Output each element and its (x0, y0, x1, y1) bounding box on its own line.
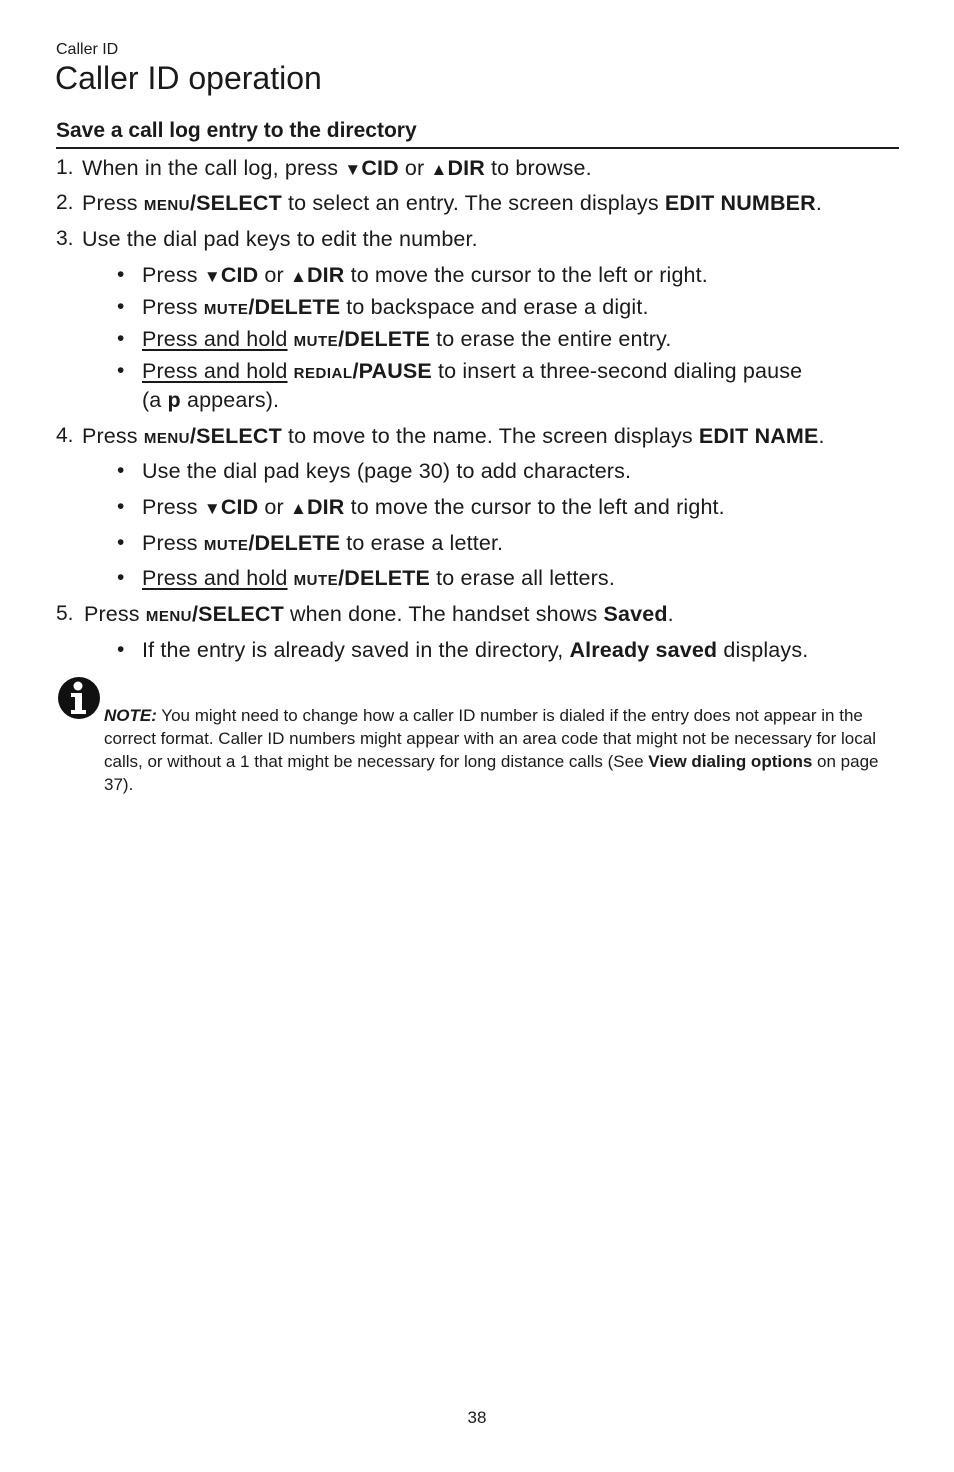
text-segment: when done. The handset shows (283, 602, 604, 626)
step-item (82, 227, 478, 252)
text-segment: MENU (143, 430, 191, 447)
text-segment: or (258, 263, 290, 287)
text-segment: to select an entry. The screen displays (281, 191, 665, 215)
bullet-item (142, 359, 802, 384)
text-segment: appears). (180, 388, 280, 412)
bullet-item (142, 327, 671, 352)
text-segment: /SELECT (190, 424, 282, 448)
text-segment: to backspace and erase a digit. (340, 295, 649, 319)
text-segment: DIR (306, 495, 345, 519)
bullet: • (117, 495, 125, 518)
text-segment: DIR (306, 263, 345, 287)
text-segment: CID (220, 263, 259, 287)
text-segment: Press (82, 191, 144, 215)
bullet: • (117, 638, 125, 661)
text-segment: /DELETE (338, 327, 430, 351)
text-segment: Press (142, 495, 204, 519)
text-segment: DIR (447, 156, 485, 180)
text-segment: . (818, 424, 825, 448)
bullet-item (142, 295, 649, 320)
bullet-item (142, 263, 708, 288)
text-segment: Press (142, 295, 204, 319)
text-segment: CID (361, 156, 399, 180)
text-segment: EDIT NAME (698, 424, 819, 448)
step-number: 4. (56, 424, 74, 447)
text-segment: /SELECT (192, 602, 284, 626)
text-segment: Press and hold (142, 566, 288, 590)
step-number: 1. (56, 156, 74, 179)
text-segment: MUTE (203, 537, 249, 554)
bullet-item (142, 495, 725, 520)
text-segment: Press (142, 263, 204, 287)
text-segment: Press and hold (142, 327, 288, 351)
text-segment: displays. (717, 638, 809, 662)
bullet-item (142, 531, 503, 556)
text-segment: to erase all letters. (430, 566, 615, 590)
text-segment: REDIAL (293, 365, 353, 382)
text-segment: Press (82, 424, 144, 448)
step-item (82, 156, 592, 181)
page-number: 38 (467, 1408, 487, 1427)
text-segment: on page 37). (104, 752, 879, 794)
text-segment: CID (220, 495, 259, 519)
step-item (82, 191, 822, 216)
text-segment: Press (142, 531, 204, 555)
step-item (82, 424, 825, 449)
text-segment: to erase a letter. (340, 531, 504, 555)
text-segment: EDIT NUMBER (664, 191, 816, 215)
text-segment: p (167, 388, 181, 412)
text-segment: Press (84, 602, 146, 626)
text-segment: /DELETE (338, 566, 430, 590)
text-segment: Use the dial pad keys to edit the number. (82, 227, 478, 251)
bullet: • (117, 295, 125, 318)
info-icon (57, 676, 101, 720)
text-segment: to move the cursor to the left or right. (344, 263, 708, 287)
triangle-up-icon: ▲ (430, 160, 448, 179)
text-segment: If the entry is already saved in the directory, (142, 638, 570, 662)
text-segment: . (815, 191, 822, 215)
bullet: • (117, 359, 125, 382)
text-segment: /DELETE (248, 531, 341, 555)
bullet-item (142, 388, 279, 413)
text-segment: MUTE (203, 301, 249, 318)
text-segment: When in the call log, press (82, 156, 345, 180)
text-segment: /DELETE (248, 295, 341, 319)
triangle-up-icon: ▲ (289, 499, 307, 518)
bullet-item (142, 566, 615, 591)
triangle-up-icon: ▲ (289, 267, 307, 286)
bullet-item (142, 638, 808, 663)
text-segment: MENU (145, 608, 193, 625)
text-segment: Press and hold (142, 359, 288, 383)
text-segment: to insert a three-second dialing pause (431, 359, 803, 383)
text-segment: to erase the entire entry. (430, 327, 672, 351)
triangle-down-icon: ▼ (203, 267, 221, 286)
text-segment: Already saved (569, 638, 718, 662)
step-number: 3. (56, 227, 74, 250)
step-number: 5. (56, 602, 74, 625)
note-text (104, 704, 894, 796)
bullet: • (117, 327, 125, 350)
bullet: • (117, 566, 125, 589)
text-segment: View dialing options (648, 752, 813, 771)
text-segment: to browse. (484, 156, 592, 180)
section-label: Caller ID (56, 41, 119, 58)
step-number: 2. (56, 191, 74, 214)
bullet-item (142, 459, 631, 484)
bullet: • (117, 459, 125, 482)
page-title: Caller ID operation (55, 60, 322, 96)
text-segment: . (667, 602, 674, 626)
bullet: • (117, 531, 125, 554)
text-segment: MENU (143, 197, 191, 214)
bullet: • (117, 263, 125, 286)
text-segment: /PAUSE (352, 359, 432, 383)
step-item (84, 602, 674, 627)
text-segment: (a (142, 388, 168, 412)
triangle-down-icon: ▼ (203, 499, 221, 518)
text-segment: MUTE (293, 333, 339, 350)
text-segment: MUTE (293, 572, 339, 589)
text-segment: Use the dial pad keys (page 30) to add characters. (142, 459, 632, 483)
text-segment: You might need to change how a caller ID number is dialed if the entry does not appear in the correct format. Caller ID numbers might appear with an area code that might not be necessary for local calls, or without a 1 that might be necessary for long distance calls (See (104, 706, 876, 771)
text-segment: NOTE: (104, 706, 157, 725)
text-segment: /SELECT (190, 191, 282, 215)
text-segment: or (258, 495, 290, 519)
text-segment: or (398, 156, 431, 180)
subheading-rule (56, 147, 899, 149)
text-segment: to move the cursor to the left and right. (344, 495, 725, 519)
text-segment: Saved (603, 602, 668, 626)
triangle-down-icon: ▼ (344, 160, 362, 179)
subheading: Save a call log entry to the directory (56, 119, 417, 142)
text-segment: to move to the name. The screen displays (281, 424, 699, 448)
